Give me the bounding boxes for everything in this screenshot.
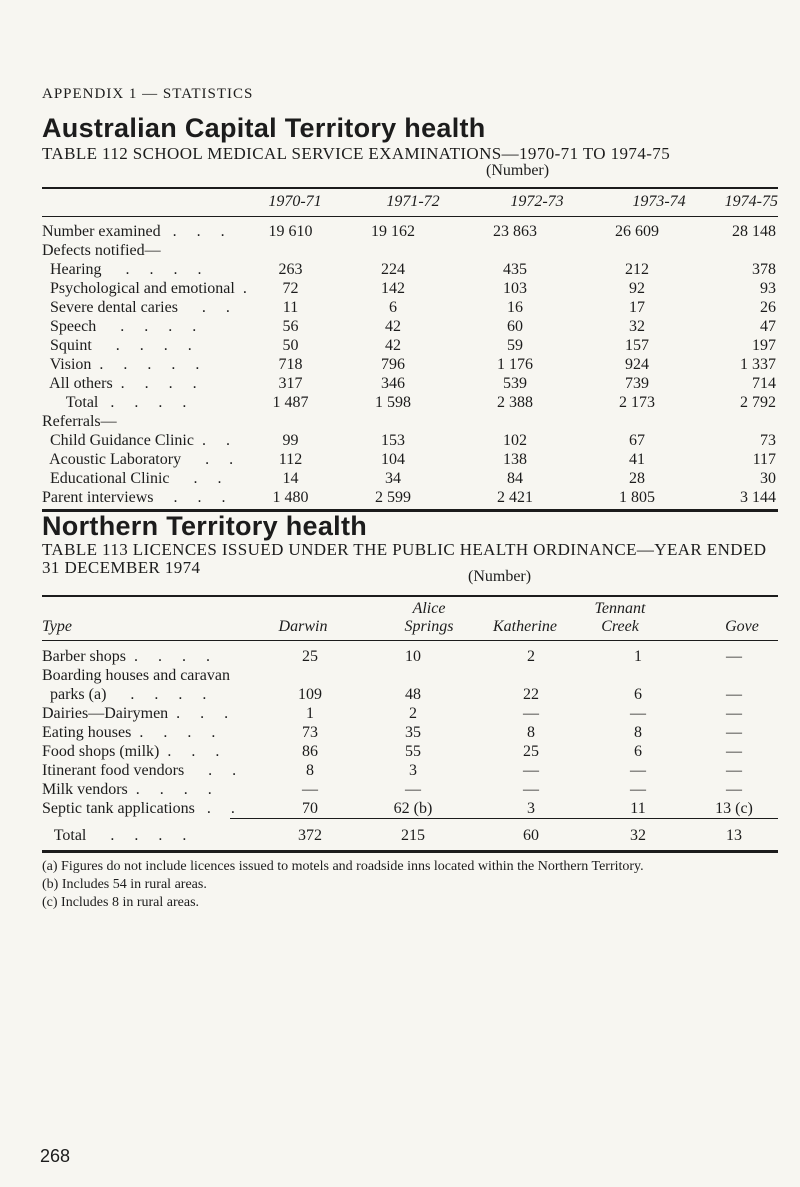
table-cell: 26 xyxy=(760,299,776,316)
table-113-title-line2: 31 DECEMBER 1974 xyxy=(42,558,201,577)
table-cell: 1 480 xyxy=(272,489,309,506)
table-cell: 28 148 xyxy=(732,223,776,240)
table-cell: 70 xyxy=(302,800,318,817)
table-cell: 26 609 xyxy=(615,223,659,240)
table-row xyxy=(42,260,778,279)
table-row xyxy=(42,222,778,241)
table-cell: 14 xyxy=(282,470,299,487)
table-cell: — xyxy=(726,762,742,779)
table-cell xyxy=(697,241,778,260)
table-113-header-rule xyxy=(42,640,778,641)
table-cell: 102 xyxy=(503,432,527,449)
table-113-total-rule xyxy=(230,818,778,819)
table-cell: 42 xyxy=(385,318,401,335)
table-row xyxy=(42,412,778,431)
table-cell: 1 805 xyxy=(619,489,655,506)
table-cell: 346 xyxy=(381,375,405,392)
table-cell xyxy=(333,241,453,260)
table-cell: 92 xyxy=(629,280,645,297)
table-113-total xyxy=(42,826,778,845)
row-label: Defects notified— xyxy=(42,242,161,259)
table-cell: 3 xyxy=(527,800,535,817)
table-cell xyxy=(577,412,697,431)
table-row xyxy=(42,469,778,488)
row-label: Total . . . . xyxy=(42,394,187,411)
table-cell: 6 xyxy=(389,299,397,316)
col-katherine: Katherine xyxy=(493,618,557,635)
table-cell: 263 xyxy=(278,261,303,278)
table-cell xyxy=(333,412,453,431)
table-cell: — xyxy=(405,781,421,798)
row-label: Barber shops . . . . xyxy=(42,648,210,665)
row-label: Food shops (milk) . . . xyxy=(42,743,220,760)
table-cell: 8 xyxy=(527,724,535,741)
table-cell: 197 xyxy=(752,337,776,354)
table-cell: 1 xyxy=(306,705,314,722)
table-cell: 157 xyxy=(625,337,649,354)
col-alice-springs-line1: Alice xyxy=(412,600,446,617)
col-1971-72: 1971-72 xyxy=(386,193,440,210)
col-tennant-creek-line1: Tennant xyxy=(594,600,646,617)
table-cell: 2 792 xyxy=(740,394,776,411)
table-112 xyxy=(42,222,778,507)
table-cell: — xyxy=(726,648,742,665)
table-cell: 153 xyxy=(381,432,405,449)
table-cell: 924 xyxy=(625,356,649,373)
table-row xyxy=(42,450,778,469)
footnote-a: (a) Figures do not include licences issued to motels and roadside inns located within the Northern Territory. xyxy=(42,859,644,874)
cell-katherine: 60 xyxy=(523,827,539,844)
table-row xyxy=(42,780,778,799)
table-cell: 28 xyxy=(629,470,645,487)
table-cell: 224 xyxy=(381,261,405,278)
table-cell: 56 xyxy=(282,318,299,335)
table-cell: 62 (b) xyxy=(393,800,433,817)
col-gove: Gove xyxy=(725,618,759,635)
table-cell: 539 xyxy=(503,375,527,392)
table-cell: 67 xyxy=(629,432,645,449)
table-cell: 35 xyxy=(405,724,421,741)
table-cell: 1 487 xyxy=(272,394,309,411)
table-cell: 2 421 xyxy=(497,489,533,506)
table-cell: 48 xyxy=(405,686,421,703)
table-cell xyxy=(248,241,333,260)
table-cell: 2 599 xyxy=(375,489,411,506)
table-cell: 11 xyxy=(630,800,646,817)
table-cell: — xyxy=(302,781,318,798)
table-cell: — xyxy=(630,781,646,798)
table-row xyxy=(42,704,778,723)
table-112-header-rule xyxy=(42,216,778,217)
table-cell: 378 xyxy=(752,261,776,278)
table-cell: 25 xyxy=(302,648,318,665)
table-cell: 73 xyxy=(760,432,776,449)
table-row xyxy=(42,723,778,742)
table-cell: 109 xyxy=(298,686,322,703)
table-cell: 1 176 xyxy=(497,356,533,373)
row-label: Parent interviews . . . xyxy=(42,489,226,506)
col-1974-75: 1974-75 xyxy=(724,193,778,210)
table-row xyxy=(42,799,778,818)
table-cell: 42 xyxy=(385,337,401,354)
row-label: Number examined . . . xyxy=(42,223,225,240)
table-cell: 25 xyxy=(523,743,539,760)
table-cell: 50 xyxy=(282,337,299,354)
table-cell: 60 xyxy=(507,318,523,335)
row-label: Milk vendors . . . . xyxy=(42,781,212,798)
table-cell: 22 xyxy=(523,686,539,703)
table-cell: — xyxy=(726,724,742,741)
row-label: Acoustic Laboratory . . xyxy=(42,451,234,468)
table-cell: — xyxy=(630,762,646,779)
table-row xyxy=(42,666,778,685)
table-row xyxy=(42,685,778,704)
table-cell: 30 xyxy=(760,470,776,487)
table-row xyxy=(42,393,778,412)
table-row xyxy=(42,488,778,507)
table-cell: 23 863 xyxy=(493,223,537,240)
row-label: Referrals— xyxy=(42,413,117,430)
table-cell: — xyxy=(523,705,539,722)
table-cell: 3 144 xyxy=(740,489,776,506)
row-label: Hearing . . . . xyxy=(42,261,202,278)
col-1972-73: 1972-73 xyxy=(510,193,564,210)
col-tennant-creek-line2: Creek xyxy=(601,618,639,635)
table-cell: 6 xyxy=(634,686,642,703)
footnote-b: (b) Includes 54 in rural areas. xyxy=(42,877,207,892)
row-label: Dairies—Dairymen . . . xyxy=(42,705,229,722)
table-cell: 13 (c) xyxy=(715,800,753,817)
table-cell: 34 xyxy=(385,470,401,487)
table-cell: 8 xyxy=(306,762,314,779)
table-cell: 796 xyxy=(381,356,405,373)
table-cell: 17 xyxy=(629,299,645,316)
table-113-unit: (Number) xyxy=(468,568,532,585)
table-cell xyxy=(248,412,333,431)
table-cell: 1 598 xyxy=(375,394,411,411)
table-row xyxy=(42,317,778,336)
table-cell: 11 xyxy=(282,299,299,316)
table-cell xyxy=(577,241,697,260)
table-cell: 718 xyxy=(278,356,303,373)
row-label: All others . . . . xyxy=(42,375,197,392)
table-row xyxy=(42,374,778,393)
table-cell: — xyxy=(726,686,742,703)
table-cell: — xyxy=(630,705,646,722)
table-cell: 714 xyxy=(752,375,776,392)
table-113-top-rule xyxy=(42,595,778,597)
table-cell xyxy=(453,412,577,431)
table-112-top-rule xyxy=(42,187,778,189)
table-cell: 8 xyxy=(634,724,642,741)
table-cell: 117 xyxy=(752,451,776,468)
section-title-act: Australian Capital Territory health xyxy=(42,113,486,143)
table-cell xyxy=(453,241,577,260)
table-cell: 72 xyxy=(282,280,299,297)
table-cell: — xyxy=(523,762,539,779)
table-cell: — xyxy=(726,781,742,798)
table-cell: 86 xyxy=(302,743,318,760)
cell-gove: 13 xyxy=(726,827,742,844)
row-label: Squint . . . . xyxy=(42,337,192,354)
table-cell: 2 173 xyxy=(619,394,655,411)
table-cell: 16 xyxy=(507,299,523,316)
row-label: Septic tank applications . . xyxy=(42,800,235,817)
table-cell: 19 162 xyxy=(371,223,415,240)
table-cell: 10 xyxy=(405,648,421,665)
row-label: Severe dental caries . . xyxy=(42,299,230,316)
table-row xyxy=(42,241,778,260)
table-cell xyxy=(690,666,778,685)
row-label: Total . . . . xyxy=(42,827,187,844)
table-cell: 3 xyxy=(409,762,417,779)
table-row xyxy=(42,431,778,450)
table-cell: 112 xyxy=(278,451,303,468)
table-row xyxy=(42,279,778,298)
col-1970-71: 1970-71 xyxy=(268,193,322,210)
col-1973-74: 1973-74 xyxy=(632,193,686,210)
table-cell: 435 xyxy=(503,261,527,278)
col-darwin: Darwin xyxy=(278,618,328,635)
row-label: Child Guidance Clinic . . xyxy=(42,432,230,449)
table-cell: 103 xyxy=(503,280,527,297)
table-cell: — xyxy=(726,743,742,760)
row-label: Itinerant food vendors . . xyxy=(42,762,237,779)
table-row xyxy=(42,742,778,761)
table-cell: 1 xyxy=(634,648,642,665)
table-cell: 19 610 xyxy=(268,223,313,240)
table-cell: 99 xyxy=(282,432,299,449)
table-cell: 317 xyxy=(278,375,303,392)
table-row xyxy=(42,336,778,355)
table-cell xyxy=(586,666,690,685)
table-cell: 2 xyxy=(527,648,535,665)
table-cell xyxy=(476,666,586,685)
row-label: Boarding houses and caravan xyxy=(42,667,230,684)
row-label: Psychological and emotional . xyxy=(42,280,247,297)
table-cell: 41 xyxy=(629,451,645,468)
cell-darwin: 372 xyxy=(298,827,322,844)
row-label: Vision . . . . . xyxy=(42,356,200,373)
table-row-total xyxy=(42,826,778,845)
table-113-title: TABLE 113 LICENCES ISSUED UNDER THE PUBLIC HEALTH ORDINANCE—YEAR ENDED xyxy=(42,540,767,559)
table-cell: 739 xyxy=(625,375,649,392)
table-cell: 104 xyxy=(381,451,405,468)
table-cell: 2 388 xyxy=(497,394,533,411)
table-cell: 84 xyxy=(507,470,523,487)
table-row xyxy=(42,355,778,374)
table-cell: 142 xyxy=(381,280,405,297)
table-cell xyxy=(697,412,778,431)
table-112-unit: (Number) xyxy=(486,162,550,179)
section-title-nt: Northern Territory health xyxy=(42,511,368,541)
cell-alice-springs: 215 xyxy=(401,827,425,844)
table-row xyxy=(42,298,778,317)
footnote-c: (c) Includes 8 in rural areas. xyxy=(42,895,200,910)
table-cell: 138 xyxy=(503,451,527,468)
table-row xyxy=(42,647,778,666)
table-cell: 59 xyxy=(507,337,523,354)
col-type: Type xyxy=(42,618,72,635)
table-cell: 2 xyxy=(409,705,417,722)
table-cell: — xyxy=(726,705,742,722)
page-number: 268 xyxy=(40,1146,71,1166)
table-cell: 73 xyxy=(302,724,318,741)
table-112-title: TABLE 112 SCHOOL MEDICAL SERVICE EXAMINATIONS—1970-71 TO 1974-75 xyxy=(42,144,671,163)
col-alice-springs-line2: Springs xyxy=(404,618,454,635)
table-row xyxy=(42,761,778,780)
table-cell: 212 xyxy=(625,261,649,278)
row-label: Educational Clinic . . xyxy=(42,470,222,487)
table-cell: — xyxy=(523,781,539,798)
table-cell: 1 337 xyxy=(740,356,776,373)
table-cell: 6 xyxy=(634,743,642,760)
table-cell xyxy=(350,666,476,685)
row-label: parks (a) . . . . xyxy=(42,686,207,703)
table-cell: 47 xyxy=(760,318,776,335)
row-label: Eating houses . . . . xyxy=(42,724,216,741)
table-cell: 93 xyxy=(760,280,776,297)
table-cell: 32 xyxy=(629,318,645,335)
table-cell: 55 xyxy=(405,743,421,760)
table-113-bottom-rule xyxy=(42,850,778,853)
table-113 xyxy=(42,647,778,818)
table-cell xyxy=(270,666,350,685)
cell-tennant-creek: 32 xyxy=(630,827,646,844)
running-header: APPENDIX 1 — STATISTICS xyxy=(42,86,254,102)
row-label: Speech . . . . xyxy=(42,318,197,335)
